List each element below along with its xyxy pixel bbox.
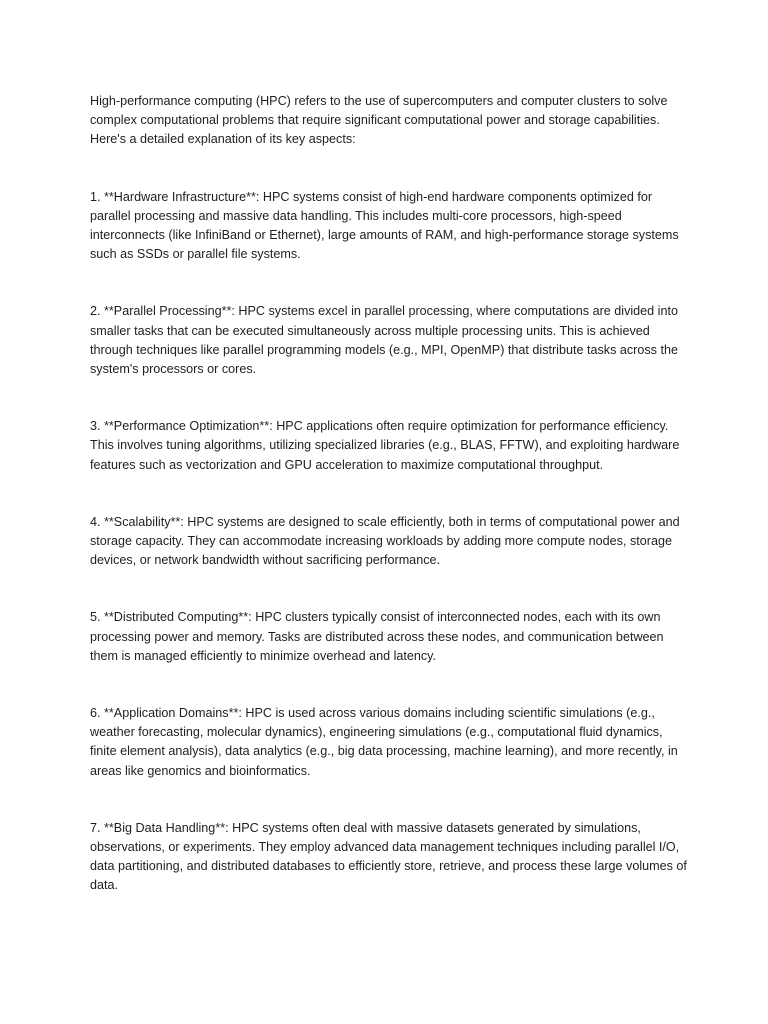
list-item-scalability: 4. **Scalability**: HPC systems are designed to scale efficiently, both in terms of computational power and storage capacity. They can accommodate increasing workloads by adding more compute nodes, storage devices, or network bandwidth without sacrificing performance. — [90, 514, 680, 568]
document-body — [90, 92, 690, 896]
list-item-hardware-infrastructure: 1. **Hardware Infrastructure**: HPC systems consist of high-end hardware components optimized for parallel processing and massive data handling. This includes multi-core processors, high-speed interconnects (like InfiniBand or Ethernet), large amounts of RAM, and high-performance storage systems such as SSDs or parallel file systems. — [90, 189, 679, 262]
list-item-distributed-computing: 5. **Distributed Computing**: HPC clusters typically consist of interconnected nodes, each with its own processing power and memory. Tasks are distributed across these nodes, and communication between them is managed efficiently to minimize overhead and latency. — [90, 610, 664, 663]
list-item-performance-optimization: 3. **Performance Optimization**: HPC applications often require optimization for performance efficiency. This involves tuning algorithms, utilizing specialized libraries (e.g., BLAS, FFTW), and exploiting hardware features such as vectorization and GPU acceleration to maximize computational throughput. — [90, 419, 680, 472]
intro-paragraph: High-performance computing (HPC) refers to the use of supercomputers and computer clusters to solve complex computational problems that require significant computational power and storage capabilities. Here's a detailed explanation of its key aspects: — [90, 94, 668, 147]
list-item-parallel-processing: 2. **Parallel Processing**: HPC systems excel in parallel processing, where computations are divided into smaller tasks that can be executed simultaneously across multiple processing units. This is achieved through techniques like parallel programming models (e.g., MPI, OpenMP) that distribute tasks across the system's processors or cores. — [90, 304, 678, 377]
list-item-application-domains: 6. **Application Domains**: HPC is used across various domains including scientific simulations (e.g., weather forecasting, molecular dynamics), engineering simulations (e.g., computational fluid dynamics, finite element analysis), data analytics (e.g., big data processing, machine learning), and more recently, in areas like genomics and bioinformatics. — [90, 706, 678, 778]
list-item-big-data-handling: 7. **Big Data Handling**: HPC systems often deal with massive datasets generated by simulations, observations, or experiments. They employ advanced data management techniques including parallel I/O, data partitioning, and distributed databases to efficiently store, retrieve, and process these large volumes of data. — [90, 820, 687, 893]
